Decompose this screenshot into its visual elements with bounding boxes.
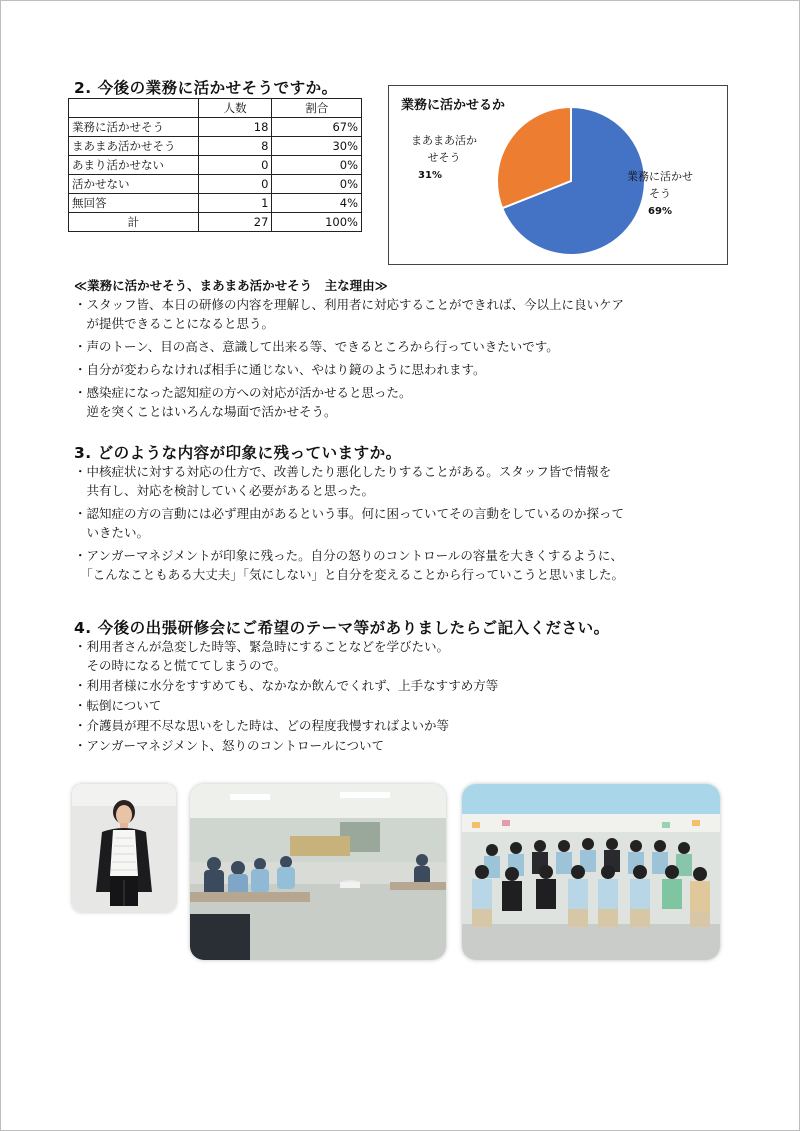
q3-2-line-1: ・認知症の方の言動には必ず理由があるという事。何に困っていてその言動をしているのか探って bbox=[74, 506, 625, 521]
q4-2-line-1: ・利用者様に水分をすすめても、なかなか飲んでくれず、上手なすすめ方等 bbox=[74, 678, 499, 693]
q4-4-line-1: ・介護員が理不尽な思いをした時は、どの程度我慢すればよいか等 bbox=[74, 718, 450, 733]
reason-item-4 bbox=[74, 383, 624, 421]
table-header-row bbox=[69, 99, 362, 118]
pie-label-useful-line1: 業務に活かせ bbox=[627, 170, 693, 183]
table-cell: 0 bbox=[198, 156, 272, 175]
table-header-cell: 割合 bbox=[272, 99, 362, 118]
table-row bbox=[69, 156, 362, 175]
pie-label-useful-line2: そう bbox=[649, 187, 671, 200]
q4-item-4 bbox=[74, 716, 498, 735]
reason-1-line-1: ・スタッフ皆、本日の研修の内容を理解し、利用者に対応することができれば、今以上に良いケア bbox=[74, 297, 625, 312]
reason-4-line-1: ・感染症になった認知症の方への対応が活かせると思った。 bbox=[74, 385, 412, 400]
table-cell: 8 bbox=[198, 137, 272, 156]
table-row bbox=[69, 194, 362, 213]
q3-3-line-2: 「こんなこともある大丈夫」「気にしない」と自分を変えることから行っていこうと思いました。 bbox=[74, 567, 625, 582]
table-cell: 30% bbox=[272, 137, 362, 156]
pie-label-somewhat-pct: 31% bbox=[418, 170, 442, 181]
table-header-cell: 人数 bbox=[198, 99, 272, 118]
table-cell: 活かせない bbox=[69, 175, 199, 194]
q4-1-line-2: その時になると慌ててしまうので。 bbox=[74, 658, 287, 673]
table-cell: 計 bbox=[69, 213, 199, 232]
table-cell: 無回答 bbox=[69, 194, 199, 213]
table-cell: 27 bbox=[198, 213, 272, 232]
reason-1-line-2: が提供できることになると思う。 bbox=[74, 316, 275, 331]
pie-label-useful bbox=[615, 168, 705, 220]
table-cell: 67% bbox=[272, 118, 362, 137]
q2-heading: 2. 今後の業務に活かせそうですか。 bbox=[74, 79, 338, 97]
q4-list bbox=[74, 637, 498, 755]
table-total-row bbox=[69, 213, 362, 232]
table-cell: 1 bbox=[198, 194, 272, 213]
q4-item-3 bbox=[74, 696, 498, 715]
photo-group bbox=[462, 784, 720, 960]
table-header-cell bbox=[69, 99, 199, 118]
q3-item-1 bbox=[74, 462, 624, 500]
survey-table bbox=[68, 98, 362, 232]
q4-5-line-1: ・アンガーマネジメント、怒りのコントロールについて bbox=[74, 738, 385, 753]
q4-3-line-1: ・転倒について bbox=[74, 698, 162, 713]
q4-1-line-1: ・利用者さんが急変した時等、緊急時にすることなどを学びたい。 bbox=[74, 639, 450, 654]
q3-list bbox=[74, 462, 624, 584]
reasons-list bbox=[74, 295, 624, 421]
reason-item-1 bbox=[74, 295, 624, 333]
table-cell: まあまあ活かせそう bbox=[69, 137, 199, 156]
table-cell: 業務に活かせそう bbox=[69, 118, 199, 137]
pie-label-useful-pct: 69% bbox=[648, 206, 672, 217]
pie-label-somewhat bbox=[401, 132, 487, 184]
reason-2-line-1: ・声のトーン、目の高さ、意識して出来る等、できるところから行っていきたいです。 bbox=[74, 339, 559, 354]
q3-item-2 bbox=[74, 504, 624, 542]
reason-item-2 bbox=[74, 337, 624, 356]
q4-item-1 bbox=[74, 637, 498, 675]
q4-item-2 bbox=[74, 676, 498, 695]
table-cell: 4% bbox=[272, 194, 362, 213]
photo-lecturer bbox=[72, 784, 176, 912]
chart-title: 業務に活かせるか bbox=[401, 98, 506, 113]
q3-item-3 bbox=[74, 546, 624, 584]
table-cell: あまり活かせない bbox=[69, 156, 199, 175]
table-cell: 0% bbox=[272, 175, 362, 194]
pie-label-somewhat-line2: せそう bbox=[427, 151, 461, 164]
table-cell: 0% bbox=[272, 156, 362, 175]
reasons-heading: ≪業務に活かせそう、まあまあ活かせそう 主な理由≫ bbox=[74, 278, 388, 293]
pie-chart bbox=[388, 85, 728, 265]
q3-heading: 3. どのような内容が印象に残っていますか。 bbox=[74, 444, 402, 462]
reason-3-line-1: ・自分が変わらなければ相手に通じない、やはり鏡のように思われます。 bbox=[74, 362, 486, 377]
pie-label-somewhat-line1: まあまあ活か bbox=[411, 134, 477, 147]
q3-1-line-1: ・中核症状に対する対応の仕方で、改善したり悪化したりすることがある。スタッフ皆で情報を bbox=[74, 464, 612, 479]
table-row bbox=[69, 118, 362, 137]
q3-3-line-1: ・アンガーマネジメントが印象に残った。自分の怒りのコントロールの容量を大きくするように、 bbox=[74, 548, 623, 563]
photo-seminar-room bbox=[190, 784, 446, 960]
table-cell: 0 bbox=[198, 175, 272, 194]
table-cell: 18 bbox=[198, 118, 272, 137]
q3-1-line-2: 共有し、対応を検討していく必要があると思った。 bbox=[74, 483, 375, 498]
q3-2-line-2: いきたい。 bbox=[74, 525, 150, 540]
reason-item-3 bbox=[74, 360, 624, 379]
table-cell: 100% bbox=[272, 213, 362, 232]
reason-4-line-2: 逆を突くことはいろんな場面で活かせそう。 bbox=[74, 404, 337, 419]
table-row bbox=[69, 175, 362, 194]
table-row bbox=[69, 137, 362, 156]
q4-heading: 4. 今後の出張研修会にご希望のテーマ等がありましたらご記入ください。 bbox=[74, 619, 610, 637]
q4-item-5 bbox=[74, 736, 498, 755]
